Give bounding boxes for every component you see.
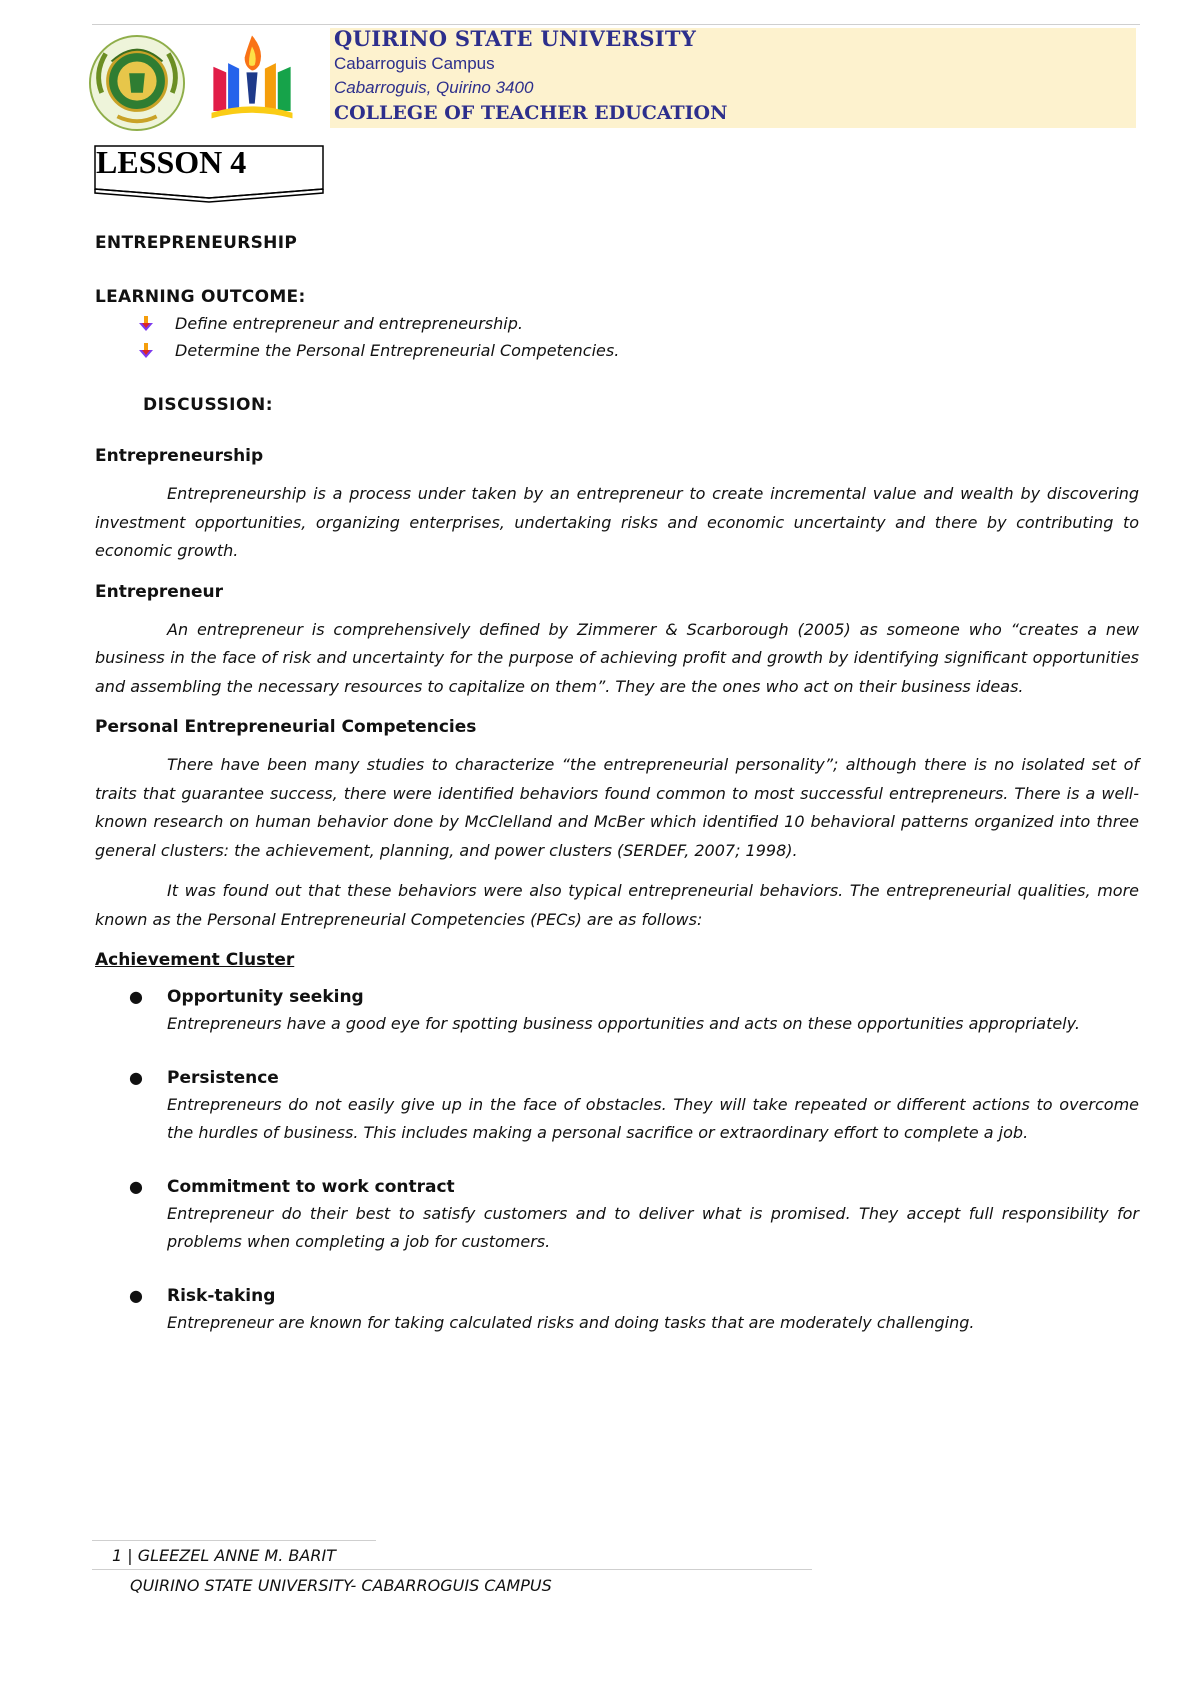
discussion-heading: DISCUSSION: xyxy=(143,395,273,415)
paragraph: An entrepreneur is comprehensively defined by Zimmerer & Scarborough (2005) as someone who “creates a new business in the face of risk and uncertainty for the purpose of achieving profit and growth by identifying significant opportunities and assembling the necessary resources to capitalize on them”. They are the ones who act on their business ideas. xyxy=(95,619,1139,696)
footer-page-author: 1 | GLEEZEL ANNE M. BARIT xyxy=(112,1546,336,1565)
competency-description: Entrepreneur do their best to satisfy customers and to deliver what is promised. They accept full responsibility for problems when completing a job for customers. xyxy=(167,1203,1139,1251)
header-top-rule xyxy=(92,24,1140,25)
list-item xyxy=(129,984,1139,1039)
competency-title: Commitment to work contract xyxy=(167,1176,455,1197)
bullet-dot-icon: ● xyxy=(129,1285,143,1305)
university-name: QUIRINO STATE UNIVERSITY xyxy=(334,26,697,51)
university-seal-icon xyxy=(88,34,186,132)
paragraph: Entrepreneurship is a process under taken by an entrepreneur to create incremental value and wealth by discovering investment opportunities, organizing enterprises, undertaking risks and economic uncertainty and there by contributing to economic growth. xyxy=(95,484,1139,560)
learning-outcome-text: Define entrepreneur and entrepreneurship. xyxy=(175,314,523,333)
footer-institution: QUIRINO STATE UNIVERSITY- CABARROGUIS CAMPUS xyxy=(130,1576,552,1595)
list-item xyxy=(129,1283,1139,1338)
competency-title: Opportunity seeking xyxy=(167,987,364,1007)
campus-name: Cabarroguis Campus xyxy=(334,54,495,73)
competency-description: Entrepreneur are known for taking calculated risks and doing tasks that are moderately challenging. xyxy=(167,1312,975,1332)
learning-outcome-list xyxy=(95,310,1139,364)
section-title-entrepreneurship: Entrepreneurship xyxy=(95,446,264,466)
arrow-down-bullet-icon xyxy=(137,342,155,360)
footer-rule xyxy=(92,1540,376,1541)
campus-address: Cabarroguis, Quirino 3400 xyxy=(334,78,534,97)
paragraph: There have been many studies to characterize “the entrepreneurial personality”; although there is no isolated set of traits that guarantee success, there were identified behaviors found common to most successful entrepreneurs. There is a well-known research on human behavior done by McClelland and McBer which identified 10 behavioral patterns organized into three general clusters: the achievement, planning, and power clusters (SERDEF, 2007; 1998). xyxy=(95,755,1139,860)
college-name: COLLEGE OF TEACHER EDUCATION xyxy=(334,102,728,124)
topic-title: ENTREPRENEURSHIP xyxy=(95,233,298,253)
arrow-down-bullet-icon xyxy=(137,315,155,333)
list-item xyxy=(141,310,1139,337)
learning-outcome-text: Determine the Personal Entrepreneurial Competencies. xyxy=(175,341,620,360)
list-item xyxy=(129,1065,1139,1148)
achievement-cluster-title: Achievement Cluster xyxy=(95,950,295,970)
section-title-entrepreneur: Entrepreneur xyxy=(95,581,223,602)
bullet-dot-icon: ● xyxy=(129,987,143,1006)
paragraph: It was found out that these behaviors were also typical entrepreneurial behaviors. The entrepreneurial qualities, more known as the Personal Entrepreneurial Competencies (PECs) are as follows: xyxy=(95,881,1139,929)
lesson-label: LESSON 4 xyxy=(96,144,247,180)
lesson-content xyxy=(95,230,1139,1363)
learning-outcome-heading: LEARNING OUTCOME: xyxy=(95,287,306,307)
achievement-cluster-list xyxy=(95,984,1139,1337)
competency-description: Entrepreneurs do not easily give up in the face of obstacles. They will take repeated or different actions to overcome the hurdles of business. This includes making a personal sacrifice or extraordinary effort to complete a job. xyxy=(167,1094,1139,1142)
competency-description: Entrepreneurs have a good eye for spotting business opportunities and acts on these opportunities appropriately. xyxy=(167,1014,1080,1033)
footer-rule xyxy=(92,1569,812,1570)
list-item xyxy=(141,337,1139,364)
bullet-dot-icon: ● xyxy=(129,1176,143,1196)
bullet-dot-icon: ● xyxy=(129,1067,143,1087)
section-title-pecs: Personal Entrepreneurial Competencies xyxy=(95,717,477,737)
list-item xyxy=(129,1174,1139,1257)
competency-title: Persistence xyxy=(167,1067,279,1088)
college-torch-icon xyxy=(206,30,298,122)
competency-title: Risk-taking xyxy=(167,1285,276,1306)
